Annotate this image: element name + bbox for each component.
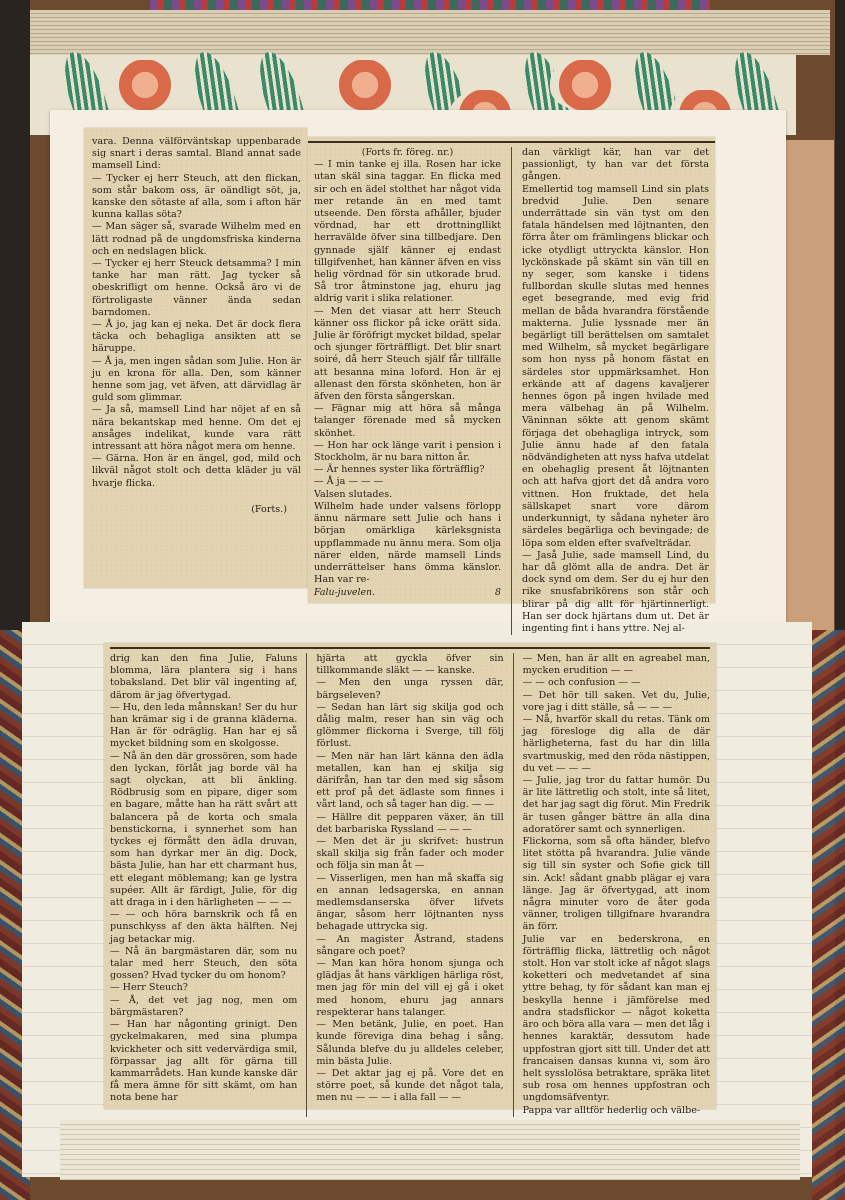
paragraph: — Hu, den leda månnskan! Ser du hur han krämar sig i de granna kläderna. Han är för odräglig. Han har ej så mycket bildning som en skolgosse. xyxy=(110,701,298,750)
footer-title: Falu-juvelen. xyxy=(314,587,376,599)
column-divider xyxy=(513,653,514,1117)
paragraph: — Är hennes syster lika förträfflig? xyxy=(314,464,485,476)
marbled-endpaper-right xyxy=(812,630,845,1200)
paragraph: — Men betänk, Julie, en poet. Han kunde förevigа dina behag i sång. Sålunda blefve du ju alldeles celeber, min bästa Julie. xyxy=(316,1019,504,1067)
paragraph: drig kan den fina Julie, Faluns blomma, lära plantera sig i hans tobaksland. Det blir väl ingenting af, därom är jag öfvertygad. xyxy=(110,653,298,701)
paragraph: — — och höra barnskrik och få en punschkyss af den äkta hälften. Nej jag betackar mig. xyxy=(110,909,298,945)
paragraph: — Å ja, men ingen sådan som Julie. Hon är ju en krona för alla. Den, som känner henne som jag, vet äfven, att därvidlag är guld som glimmar. xyxy=(92,355,301,404)
paragraph: — Julie, jag tror du fattar humör. Du är lite lättretlig och stolt, inte så litet, det har jag sagt dig förut. Min Fredrik är tusen gånger bättre än alla dina adoratörer samt och synnerligen. xyxy=(522,775,711,835)
paragraph: — Det aktar jag ej på. Vore det en större poet, så kunde det något tala, men nu — — — i alla fall — — xyxy=(316,1067,504,1104)
paragraph: — Gärna. Hon är en ängel, god, mild och likväl något stolt och detta kläder ju väl hvarje flicka. xyxy=(92,453,301,489)
page-edges-bottom xyxy=(60,1120,800,1180)
flower-ornament xyxy=(110,60,180,110)
top-rule xyxy=(308,141,715,143)
top-rule xyxy=(110,647,710,649)
paragraph: — Man säger så, svarade Wilhelm med en lätt rodnad på de ungdomsfriska kinderna och en nedslagen blick. xyxy=(92,221,301,257)
side-board xyxy=(786,140,834,630)
paragraph: — Sedan han lärt sig skilja god och dålig malm, reser han sin väg och glömmer flickorna i Sverge, till följ förlust. xyxy=(316,701,504,750)
paragraph: — Ja så, mamsell Lind har nöjet af en så nära bekantskap med henne. Om det ej ansåges indelikat, kunde vara rätt intressant att höra något mera om henne. xyxy=(92,404,301,453)
paragraph: — Å, det vet jag nog, men om bärgmästaren? xyxy=(110,994,298,1018)
paragraph: — Herr Steuch? xyxy=(110,982,188,994)
continuation-heading: (Forts fr. föreg. nr.) xyxy=(361,147,454,158)
column-left xyxy=(314,147,501,635)
page-footer xyxy=(314,587,501,598)
paragraph: — Fägnar mig att höra så många talanger förenade med så mycken skönhet. xyxy=(314,403,502,439)
paragraph: — Hällre dit pepparen växer, än till det barbariska Ryssland — — — xyxy=(316,811,504,835)
column-divider xyxy=(306,653,307,1117)
paragraph: — Men den unga ryssen där, bärgseleven? xyxy=(316,677,504,701)
paragraph: Valsen slutades. xyxy=(314,488,393,500)
paragraph: — Jaså Julie, sade mamsell Lind, du har då glömt alla de andra. Det är dock synd om dem. Ser du ej hur den rike snusfabrikörens son står och blirar på dig allt för hjärtinnerligt. Han ser dock hjärtans dum ut. Det är ingenting fint i hans yttre. Nej al- xyxy=(521,549,709,634)
newspaper-clipping-2 xyxy=(308,137,715,634)
paragraph: — Men det viasar att herr Steuch känner oss flickor på icke orätt sida. Julie är föröfrigt mycket bildad, spelar och sjunger förträffligt. Det blir snart soiré, då herr Steuch själf får tillfälle att besanna mina loford. Hon är ej allenast den första skönheten, hon är äfven den första sångerskan. xyxy=(314,305,502,403)
paragraph: Julie var en bederskrona, en förträfflig flicka, lättretlig och något stolt. Hon var stolt icke af något slags koketteri och medvetandet af sina yttre behag, ty för sådant kan man ej beskylla henne i jämförelse med andra stadsflickor — något koketta äro och böra alla vara — men det låg i hennes karaktär, dessutom hade uppfostran gjort sitt till. Under det att francaisen dansas kunna vi, som äro helt sysslolösa betraktare, spräka litet sub rosa om hennes uppfostran och ungdomsäfventyr. xyxy=(522,933,711,1104)
paragraph: — Nå än den där grossören, som hade den lyckan, förlåt jag borde väl ha sagt olyckan, att bli änkling. Rödbrusig som en pipare, diger som en bagare, måtte han ha rätt svårt att balancera på de korta och smala benstickorna, i synnerhet som han tyckes ej förmått den ädla druvan, som han dyrkar mer än dig. Dock, bästa Julie, han har ett charmant hus, ett elegant möblemang; kan ge lystra supéer. Allt är färdigt, Julie, för dig att draga in i den härligheten — — — xyxy=(110,750,298,909)
paragraph: — Tycker ej herr Steuck detsamma? I min tanke har man rätt. Jag tycker så obeskrifligt om henne. Också äro vi de förtroligaste vänner ända sedan barndomen. xyxy=(92,258,301,318)
paragraph: Flickorna, som så ofta händer, blefvo litet stötta på hvarandra. Julie vände sig till sin syster och Sofie gick till sin. Ack! sådant gnabb plägar ej vara länge. Jag är öfvertygad, att inom några minuter voro de åter goda vänner, troligen tillgifnare hvarandra än förr. xyxy=(522,836,711,933)
flower-ornament xyxy=(330,60,400,110)
column-2 xyxy=(316,653,503,1117)
column-1 xyxy=(110,653,297,1117)
continued-mark: (Forts.) xyxy=(251,503,287,515)
paragraph: — Å jo, jag kan ej neka. Det är dock flera täcka och behagliga ansikten att se häruppe. xyxy=(92,319,301,355)
paragraph: Emellertid tog mamsell Lind sin plats bredvid Julie. Den senare underrättade sin vän tyst om den fatala händelsen med löjtnanten, den förra åter om främlingens blickar och icke otydligt uttryckta känslor. Hon lyckönskade på skämt sin vän till en ny seger, som kanske i tidens fullbordan skulle slutas med hennes eget besegrande, med evig frid mellan de båda hvarandra förstående makterna. Julie lyssnade mer än begärligt till berättelsen om samtalet med Wilhelm, så mycket begärligare som hon nyss på honom fästat en särdeles stor uppmärksamhet. Hon erkände att af dagens kavaljerer hennes ögon på ingen hvilade med mera välbehag än på Wilhelm. Väninnan sökte att genom skämt förjaga det obehagliga intryck, som Julie ännu hade af den fatala nödvändigheten att nyss hafva utdelat en obehaglig present åt löjtnanten och att hafva gjort det då andra voro vittnen. Hon fruktade, det hela sällskapet snart vore därom underkunnigt, ty sådana nyheter äro särdeles begärliga och bevingade; de löpa som elden efter svafvelträdar. xyxy=(521,183,709,549)
paragraph: — Det hör till saken. Vet du, Julie, vore jag i ditt ställe, så — — — xyxy=(522,689,711,713)
paragraph: vara. Denna välförväntskap uppenbarade sig snart i deras samtal. Bland annat sade mamsell Lind: xyxy=(92,136,301,172)
paragraph: — Tycker ej herr Steuch, att den flickan, som står bakom oss, är oändligt söt, ja, kanske den sötaste af alla, som i afton här kunna kallas söta? xyxy=(92,172,301,221)
paragraph: — Han har någonting grinigt. Den gyckelmakaren, med sina plumpa kvickheter och sitt vedervärdiga smil, förpassar jag allt för gärna till kammarrådets. Han kunde kanske där få mera ämne för sitt skämt, om han nota bene har xyxy=(110,1019,298,1104)
page-number: 8 xyxy=(495,587,502,599)
paragraph: Pappa var alltför hederlig och välbe- xyxy=(522,1104,701,1116)
page-edges xyxy=(30,10,830,55)
column-divider xyxy=(511,147,512,635)
paragraph: — — och confusion — — xyxy=(522,677,641,689)
paragraph: — Å ja — — — xyxy=(314,476,384,488)
paragraph: — Men när han lärt känna den ädla metallen, kan han ej skilja sig därifrån, han tar den med sig såsom ett prof på det ädlaste som finnes i vårt land, och så tager han dig. — — xyxy=(316,750,504,811)
column-right xyxy=(522,147,709,635)
paragraph: — Hon har ock länge varit i pension i Stockholm, är nu bara nitton år. xyxy=(314,439,502,464)
paragraph: — An magister Åstrand, stadens sångare och poet? xyxy=(316,933,504,957)
paragraph: — Nå än bargmästaren där, som nu talar med herr Steuch, den söta gossen? Hvad tycker du om honom? xyxy=(110,945,298,982)
paragraph: — Men, han är allt en agreabel man, mycken erudition — — xyxy=(522,653,711,677)
marbled-edge-top xyxy=(150,0,710,10)
paragraph: — Men det är ju skrifvet: hustrun skall skilja sig från fader och moder och följa sin man åt — xyxy=(316,836,504,872)
column-3 xyxy=(523,653,710,1117)
flower-ornament xyxy=(550,60,620,110)
paragraph: — Visserligen, men han må skaffa sig en annan ledsagerska, en annan medlemsdanserska öfver lifvets ängar, såsom herr löjtnanten nyss behagade uttrycka sig. xyxy=(316,872,504,933)
newspaper-clipping-1 xyxy=(84,128,307,588)
paragraph: — I min tanke ej illa. Rosen har icke utan skäl sina taggar. En flicka med sir och en ädel stolthet har något vida mer retande än en med tamt utseende. Den första afhåller, bjuder vördnad, har ett drottningllikt herravälde öfver sina tillbedjare. Den gynnade själf känner ej endast tillgifvenhet, han känner äfven en viss helig vördnad för sin utkorade brud. Så tror åtminstone jag, ehuru jag aldrig varit i slika relationer. xyxy=(314,159,502,305)
newspaper-clipping-3 xyxy=(104,643,716,1116)
paragraph: — Man kan höra honom sjunga och glädjas åt hans värkligen härliga röst, men jag för min del vill ej gå i oket med honom, ehuru jag annars respekterar hans talanger. xyxy=(316,958,504,1018)
paragraph: — Nå, hvarför skall du retas. Tänk om jag föresloge dig alla de där härligheterna, fast du har din lilla svartmuskig, med den röda nästippen, du vet — — — xyxy=(522,714,711,774)
paragraph: hjärta att gyckla öfver sin tillkommande släkt — — kanske. xyxy=(316,653,504,677)
paragraph: dan värkligt kär, han var det passionligt, ty han var det första gången. xyxy=(521,147,709,183)
paragraph: Wilhelm hade under valsens förlopp ännu närmare sett Julie och hans i början omärkliga kärleksgnista uppflammade nu ännu mera. Som olja närer elden, närde mamsell Linds underrättelser hans ömma känslor. Han var re- xyxy=(314,500,502,586)
